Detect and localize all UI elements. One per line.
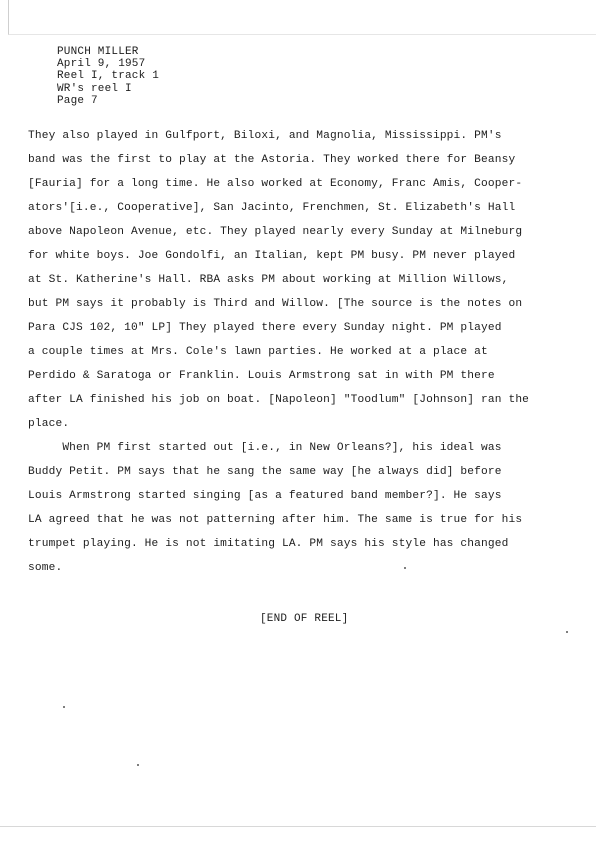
reel-reference: WR's reel I — [57, 82, 132, 95]
page-number: Page 7 — [57, 94, 98, 107]
scan-speck — [404, 567, 406, 569]
scan-speck — [63, 706, 65, 708]
text-line: Perdido & Saratoga or Franklin. Louis Armstrong sat in with PM there — [28, 370, 495, 382]
text-line: but PM says it probably is Third and Willow. [The source is the notes on — [28, 298, 523, 310]
text-line: When PM first started out [i.e., in New Orleans?], his ideal was — [28, 442, 502, 454]
text-line: band was the first to play at the Astoria. They worked there for Beansy — [28, 154, 516, 166]
text-line: trumpet playing. He is not imitating LA. PM says his style has changed — [28, 538, 509, 550]
text-line: Buddy Petit. PM says that he sang the same way [he always did] before — [28, 466, 502, 478]
text-line: for white boys. Joe Gondolfi, an Italian, kept PM busy. PM never played — [28, 250, 516, 262]
interviewee-name: PUNCH MILLER — [57, 46, 139, 58]
text-line: They also played in Gulfport, Biloxi, and Magnolia, Mississippi. PM's — [28, 130, 502, 142]
text-line: a couple times at Mrs. Cole's lawn parties. He worked at a place at — [28, 346, 488, 358]
scan-edge — [8, 0, 596, 35]
scan-edge — [0, 826, 596, 827]
text-line: after LA finished his job on boat. [Napoleon] "Toodlum" [Johnson] ran the — [28, 394, 530, 406]
reel-track: Reel I, track 1 — [57, 70, 160, 83]
end-of-reel-marker: [END OF REEL] — [260, 613, 349, 625]
interview-date: April 9, 1957 — [57, 58, 146, 71]
text-line: at St. Katherine's Hall. RBA asks PM about working at Million Willows, — [28, 274, 509, 286]
text-line: LA agreed that he was not patterning after him. The same is true for his — [28, 514, 523, 526]
scan-speck — [137, 764, 139, 766]
text-line: Para CJS 102, 10" LP] They played there every Sunday night. PM played — [28, 322, 502, 334]
text-line: some. — [28, 562, 63, 574]
text-line: place. — [28, 418, 70, 430]
scan-speck — [566, 631, 568, 633]
document-header — [57, 46, 159, 107]
text-line: Louis Armstrong started singing [as a featured band member?]. He says — [28, 490, 502, 502]
text-line: [Fauria] for a long time. He also worked at Economy, Franc Amis, Cooper- — [28, 178, 523, 190]
text-line: ators'[i.e., Cooperative], San Jacinto, Frenchmen, St. Elizabeth's Hall — [28, 202, 516, 214]
text-line: above Napoleon Avenue, etc. They played nearly every Sunday at Milneburg — [28, 226, 523, 238]
